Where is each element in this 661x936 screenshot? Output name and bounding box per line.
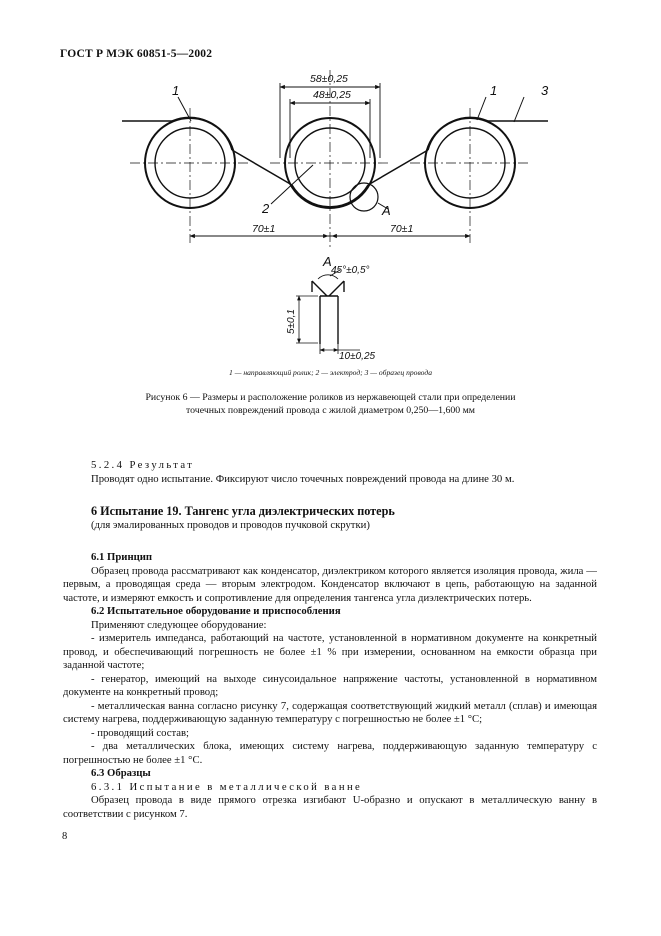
document-header: ГОСТ Р МЭК 60851-5—2002 [60,48,213,60]
dim-bottom-left: 70±1 [252,223,276,235]
label-2: 2 [262,201,270,216]
section-5-2-4-title: 5.2.4 Результат [91,459,195,471]
detail-height: 5±0,1 [286,309,297,334]
label-1-right: 1 [490,83,498,98]
section-5-2-4-text: Проводят одно испытание. Фиксируют число точечных повреждений провода на длине 30 м. [91,472,515,485]
figure-legend: 1 — направляющий ролик; 2 — электрод; 3 — образец провода [229,368,432,377]
label-a-detail: A [323,254,332,269]
section-6-2-intro: Применяют следующее оборудование: [91,618,267,631]
section-6-1-text: Образец провода рассматривают как конденсатор, диэлектриком которого является изоляция провода, жила — первым, а проводящая среда — вторым электродом. Конденсатор включают в цепь, работающую на заданной частоте, и измеряют емкость и сопротивление для определения тангенса угла диэлектрических потерь. [63,564,597,604]
section-6-heading [91,505,597,532]
equipment-item-5: - два металлических блока, имеющих систему нагрева, поддерживающую заданную температуру с погрешностью не более ±1 °С. [63,740,597,766]
section-body [63,551,597,821]
equipment-item-1: - измеритель импеданса, работающий на частоте, установленной в нормативном документе на конкретный провод, и обеспечивающий погрешность не более ±1 % при измерении, основанном на емкости образца при заданной частоте; [63,632,597,671]
section-6-2-title: 6.2 Испытательное оборудование и приспособления [91,605,341,617]
figure-caption [100,391,561,417]
detail-a-profile [312,281,344,344]
dim-top-outer: 58±0,25 [310,73,348,85]
callout-circle-a [350,183,378,211]
section-6-subtitle: (для эмалированных проводов и проводов пучковой скрутки) [91,518,370,531]
page-number: 8 [62,831,68,842]
section-6-1-title: 6.1 Принцип [91,551,153,563]
label-1-left: 1 [172,83,180,98]
label-a-callout: A [382,203,391,218]
dim-top-inner: 48±0,25 [313,89,351,101]
section-6-3-1-title: 6.3.1 Испытание в металлической ванне [91,780,363,793]
section-6-3-title: 6.3 Образцы [91,767,151,779]
roller-arrangement-figure [0,0,661,370]
section-5-2-4 [91,459,597,486]
label-3: 3 [541,83,549,98]
caption-line-2: точечных повреждений провода с жилой диаметром 0,250—1,600 мм [185,405,476,416]
detail-angle: 45°±0,5° [331,265,370,276]
equipment-item-2: - генератор, имеющий на выходе синусоидальное напряжение частоты, установленной в нормативном документе на конкретный провод; [63,672,597,698]
equipment-item-3: - металлическая ванна согласно рисунку 7, содержащая соответствующий жидкий металл (сплав) и имеющая систему нагрева, поддерживающую заданную температуру с погрешностью не более ±1 °С; [63,699,597,725]
dim-bottom-right: 70±1 [390,223,414,235]
section-6-3-1-text: Образец провода в виде прямого отрезка изгибают U-образно и опускают в металлическую ванну в соответствии с рисунком 7. [63,794,597,820]
section-6-title: 6 Испытание 19. Тангенс угла диэлектрических потерь [91,504,395,518]
equipment-item-4: - проводящий состав; [91,726,189,739]
caption-line-1: Рисунок 6 — Размеры и расположение роликов из нержавеющей стали при определении [145,392,516,403]
detail-width: 10±0,25 [339,351,376,362]
